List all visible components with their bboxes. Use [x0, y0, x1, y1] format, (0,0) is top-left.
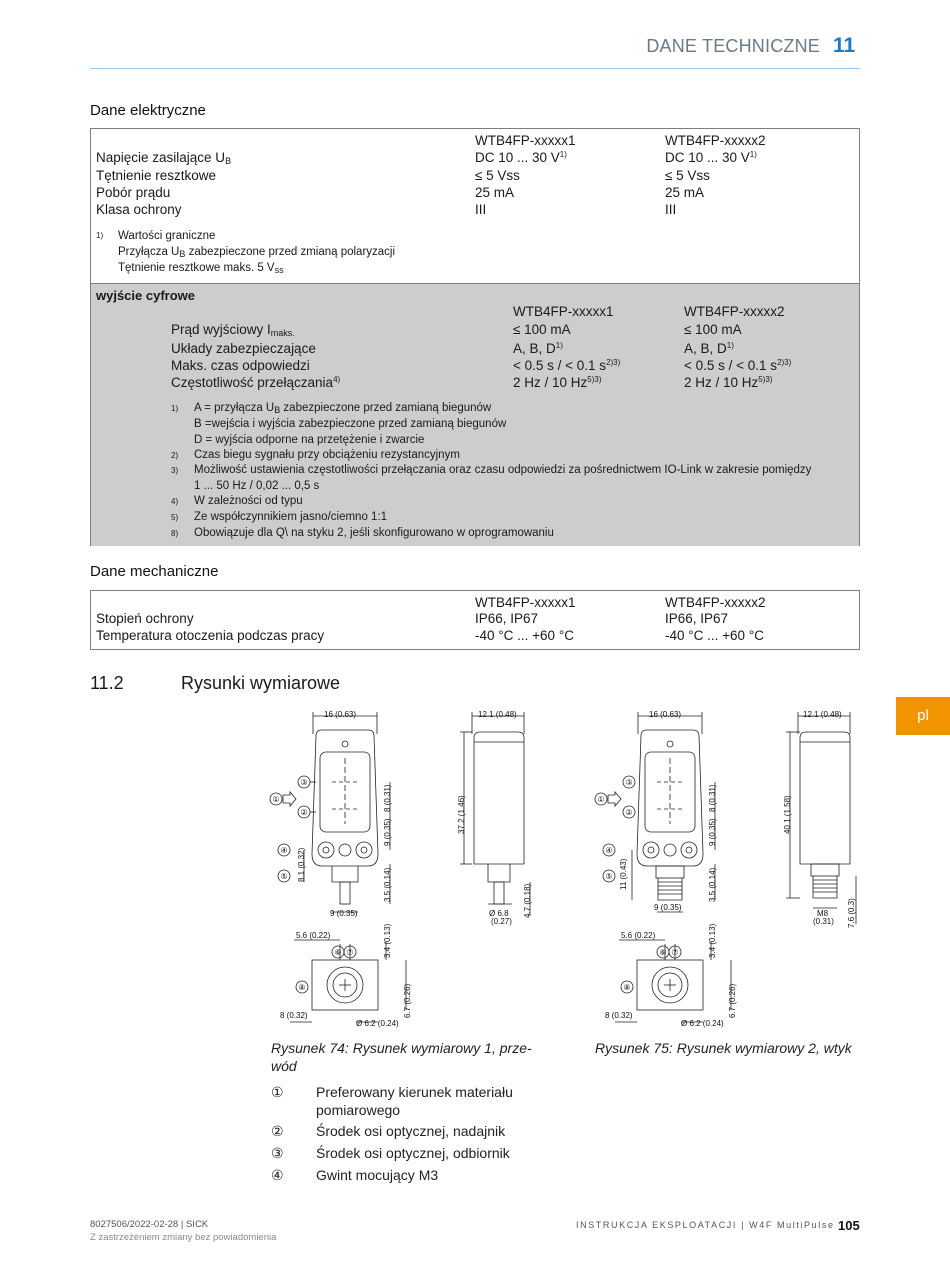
- dim-label: 3.4 (0.13): [708, 923, 717, 958]
- language-tab[interactable]: pl: [896, 697, 950, 735]
- chapter-number: 11: [833, 34, 856, 57]
- callout-number: ⑧: [623, 983, 631, 992]
- dimensional-drawings: [260, 704, 880, 1034]
- row-label-temp: Temperatura otoczenia podczas pracy: [96, 628, 325, 643]
- dim-label: 9 (0.35): [330, 909, 358, 918]
- row-value-ip-2: IP66, IP67: [665, 611, 729, 626]
- callout-number: ⑦: [346, 948, 354, 957]
- dim-label: (0.27): [491, 917, 512, 926]
- col-header-2: WTB4FP-xxxxx2: [665, 595, 766, 610]
- callout-number: ④: [605, 846, 613, 855]
- electrical-heading: Dane elektryczne: [90, 102, 206, 119]
- dim-label: 3.5 (0.14): [383, 867, 392, 902]
- row-value-response-1: < 0.5 s / < 0.1 $s^{2)3)}$: [513, 358, 621, 373]
- dim-label: 7.6 (0.3): [847, 898, 856, 928]
- dim-label: 16 (0.63): [649, 710, 682, 719]
- footnote-text: W zależności od typu: [194, 495, 303, 507]
- col-header-1: WTB4FP-xxxxx1: [475, 595, 576, 610]
- footer-doc-info: 8027506/2022-02-28 | SICK Z zastrzeżeniem zmiany bez powiadomienia: [90, 1219, 277, 1243]
- dim-label: 3.5 (0.14): [708, 867, 717, 902]
- dim-label: M8: [817, 909, 829, 918]
- dim-label: 6.7 (0.26): [728, 983, 737, 1018]
- footnote-text: Przyłącza $U_B$ zabezpieczone przed zmianą polaryzacji: [118, 246, 396, 259]
- dim-label: 4.7 (0.18): [523, 883, 532, 918]
- footnote-text: A = przyłącza $U_B$ zabezpieczone przed zamianą biegunów: [194, 402, 492, 415]
- row-value-supply-1: DC 10 ... 30 $V^{1)}$: [475, 150, 567, 165]
- electrical-table: [90, 128, 860, 546]
- footnote-text: 1 ... 50 Hz / 0,02 ... 0,5 s: [194, 480, 320, 492]
- footnote-text: Ze współczynnikiem jasno/ciemno 1:1: [194, 511, 388, 523]
- legend-num: ①: [271, 1084, 284, 1100]
- legend-num: ②: [271, 1123, 284, 1139]
- callout-number: ②: [625, 808, 633, 817]
- dim-label: 9 (0.35): [708, 818, 717, 846]
- row-label-ip: Stopień ochrony: [96, 611, 194, 626]
- row-value-current-2: 25 mA: [665, 185, 705, 200]
- dim-label: (0.31): [813, 917, 834, 926]
- row-value-supply-2: DC 10 ... 30 $V^{1)}$: [665, 150, 757, 165]
- legend-num: ③: [271, 1145, 284, 1161]
- col-header-1: WTB4FP-xxxxx1: [475, 133, 576, 148]
- dim-label: 37.2 (1.46): [457, 795, 466, 834]
- dim-label: 8 (0.32): [280, 1011, 308, 1020]
- footnote-mark: 8): [171, 529, 179, 538]
- mechanical-table: [90, 590, 860, 650]
- digital-output-section: [91, 283, 859, 546]
- dim-label: 9 (0.35): [383, 818, 392, 846]
- dim-label: 8 (0.31): [708, 784, 717, 812]
- dim-label: 8 (0.32): [605, 1011, 633, 1020]
- dim-label: 16 (0.63): [324, 710, 357, 719]
- row-value-protection-2: A, B, $D^{1)}$: [684, 341, 734, 356]
- drawing-right: [595, 712, 856, 1022]
- callout-number: ⑥: [659, 948, 667, 957]
- dim-label: 9 (0.35): [654, 903, 682, 912]
- row-value-temp-2: -40 °C ... +60 °C: [665, 628, 764, 643]
- dim-label: 5.6 (0.22): [621, 931, 656, 940]
- legend-text: Środek osi optycznej, odbiornik: [316, 1145, 510, 1161]
- dim-label: Ø 6.8: [489, 909, 509, 918]
- drawing-left: [270, 712, 530, 1022]
- callout-number: ④: [280, 846, 288, 855]
- row-value-current-1: 25 mA: [475, 185, 515, 200]
- legend-text: Gwint mocujący M3: [316, 1167, 439, 1183]
- callout-number: ⑤: [280, 872, 288, 881]
- row-value-response-2: < 0.5 s / < 0.1 $s^{2)3)}$: [684, 358, 792, 373]
- row-label-current: Pobór prądu: [96, 185, 171, 200]
- row-value-protection-1: A, B, $D^{1)}$: [513, 341, 563, 356]
- footnote-mark: 1): [96, 231, 104, 240]
- dim-label: 5.6 (0.22): [296, 931, 331, 940]
- row-label-class: Klasa ochrony: [96, 202, 182, 217]
- section-number: 11.2: [90, 673, 124, 693]
- dim-label: 11 (0.43): [619, 858, 628, 890]
- callout-number: ⑧: [298, 983, 306, 992]
- row-value-frequency-2: 2 Hz / 10 $Hz^{5)3)}$: [684, 375, 773, 390]
- row-value-output-current-2: ≤ 100 mA: [684, 322, 742, 337]
- col-header-2: WTB4FP-xxxxx2: [665, 133, 766, 148]
- row-value-temp-1: -40 °C ... +60 °C: [475, 628, 574, 643]
- row-label-response: Maks. czas odpowiedzi: [171, 358, 310, 373]
- dim-label: 40.1 (1.58): [783, 795, 792, 834]
- row-label-ripple: Tętnienie resztkowe: [96, 168, 217, 183]
- footnote-text: Wartości graniczne: [118, 230, 216, 242]
- row-value-frequency-1: 2 Hz / 10 $Hz^{5)3)}$: [513, 375, 602, 390]
- legend-text: Preferowany kierunek materiału pomiarowego: [316, 1084, 513, 1118]
- callout-number: ①: [272, 795, 280, 804]
- footnote-mark: 4): [171, 497, 179, 506]
- footnote-text: B =wejścia i wyjścia zabezpieczone przed zamianą biegunów: [194, 418, 507, 430]
- dim-label: 12.1 (0.48): [803, 710, 842, 719]
- dim-label: 12.1 (0.48): [478, 710, 517, 719]
- legend-text: Środek osi optycznej, nadajnik: [316, 1123, 506, 1139]
- row-label-supply: Napięcie zasilające $U_B$: [96, 150, 232, 166]
- footnote-text: Czas biegu sygnału przy obciążeniu rezystancyjnym: [194, 449, 460, 461]
- footnote-text: Możliwość ustawienia częstotliwości przełączania oraz czasu odpowiedzi za pośrednictwem IO-Link w zakresie pomiędzy: [194, 464, 812, 476]
- footnote-mark: 5): [171, 513, 179, 522]
- row-value-output-current-1: ≤ 100 mA: [513, 322, 571, 337]
- row-value-ripple-2: ≤ 5 Vss: [665, 168, 710, 183]
- footnote-text: Obowiązuje dla Q\ na styku 2, jeśli skonfigurowano w oprogramowaniu: [194, 527, 554, 539]
- figure-75-caption: Rysunek 75: Rysunek wymiarowy 2, wtyk: [595, 1040, 852, 1056]
- col-header-1: WTB4FP-xxxxx1: [513, 304, 614, 319]
- dim-label: Ø 6.2 (0.24): [356, 1019, 399, 1028]
- row-value-ripple-1: ≤ 5 Vss: [475, 168, 520, 183]
- running-header-title: DANE TECHNICZNE: [646, 36, 820, 56]
- dim-label: 8 (0.31): [383, 784, 392, 812]
- callout-number: ②: [300, 808, 308, 817]
- col-header-2: WTB4FP-xxxxx2: [684, 304, 785, 319]
- footnote-text: D = wyjścia odporne na przetężenie i zwarcie: [194, 434, 425, 446]
- dim-label: 6.7 (0.26): [403, 983, 412, 1018]
- footnote-mark: 2): [171, 451, 179, 460]
- dim-label: 3.4 (0.13): [383, 923, 392, 958]
- page-number: 105: [838, 1218, 860, 1233]
- callout-number: ③: [625, 778, 633, 787]
- callout-number: ⑤: [605, 872, 613, 881]
- footnote-text: Tętnienie resztkowe maks. 5 $V_{ss}$: [118, 262, 284, 275]
- footer-manual-title: INSTRUKCJA EKSPLOATACJI | W4F MultiPulse: [576, 1220, 835, 1230]
- footnote-mark: 3): [171, 466, 179, 475]
- row-label-output-current: Prąd wyjściowy $I_{maks.}$: [171, 322, 295, 338]
- row-value-class-2: III: [665, 202, 677, 217]
- dim-label: Ø 6.2 (0.24): [681, 1019, 724, 1028]
- row-label-frequency: Częstotliwość przełączania$^{4)}$: [171, 375, 341, 390]
- legend-num: ④: [271, 1167, 284, 1183]
- callout-number: ⑦: [671, 948, 679, 957]
- figure-74-caption: Rysunek 74: Rysunek wymiarowy 1, prze‐ wód: [271, 1040, 532, 1074]
- callout-number: ①: [597, 795, 605, 804]
- footnote-mark: 1): [171, 404, 179, 413]
- section-title: Rysunki wymiarowe: [181, 673, 341, 693]
- dim-label: 8.1 (0.32): [297, 847, 306, 882]
- mechanical-heading: Dane mechaniczne: [90, 563, 219, 580]
- row-value-class-1: III: [475, 202, 487, 217]
- callout-number: ⑥: [334, 948, 342, 957]
- row-label-protection: Układy zabezpieczające: [171, 341, 316, 356]
- row-value-ip-1: IP66, IP67: [475, 611, 539, 626]
- callout-number: ③: [300, 778, 308, 787]
- header-rule: [90, 68, 860, 69]
- digital-heading: wyjście cyfrowe: [96, 288, 195, 303]
